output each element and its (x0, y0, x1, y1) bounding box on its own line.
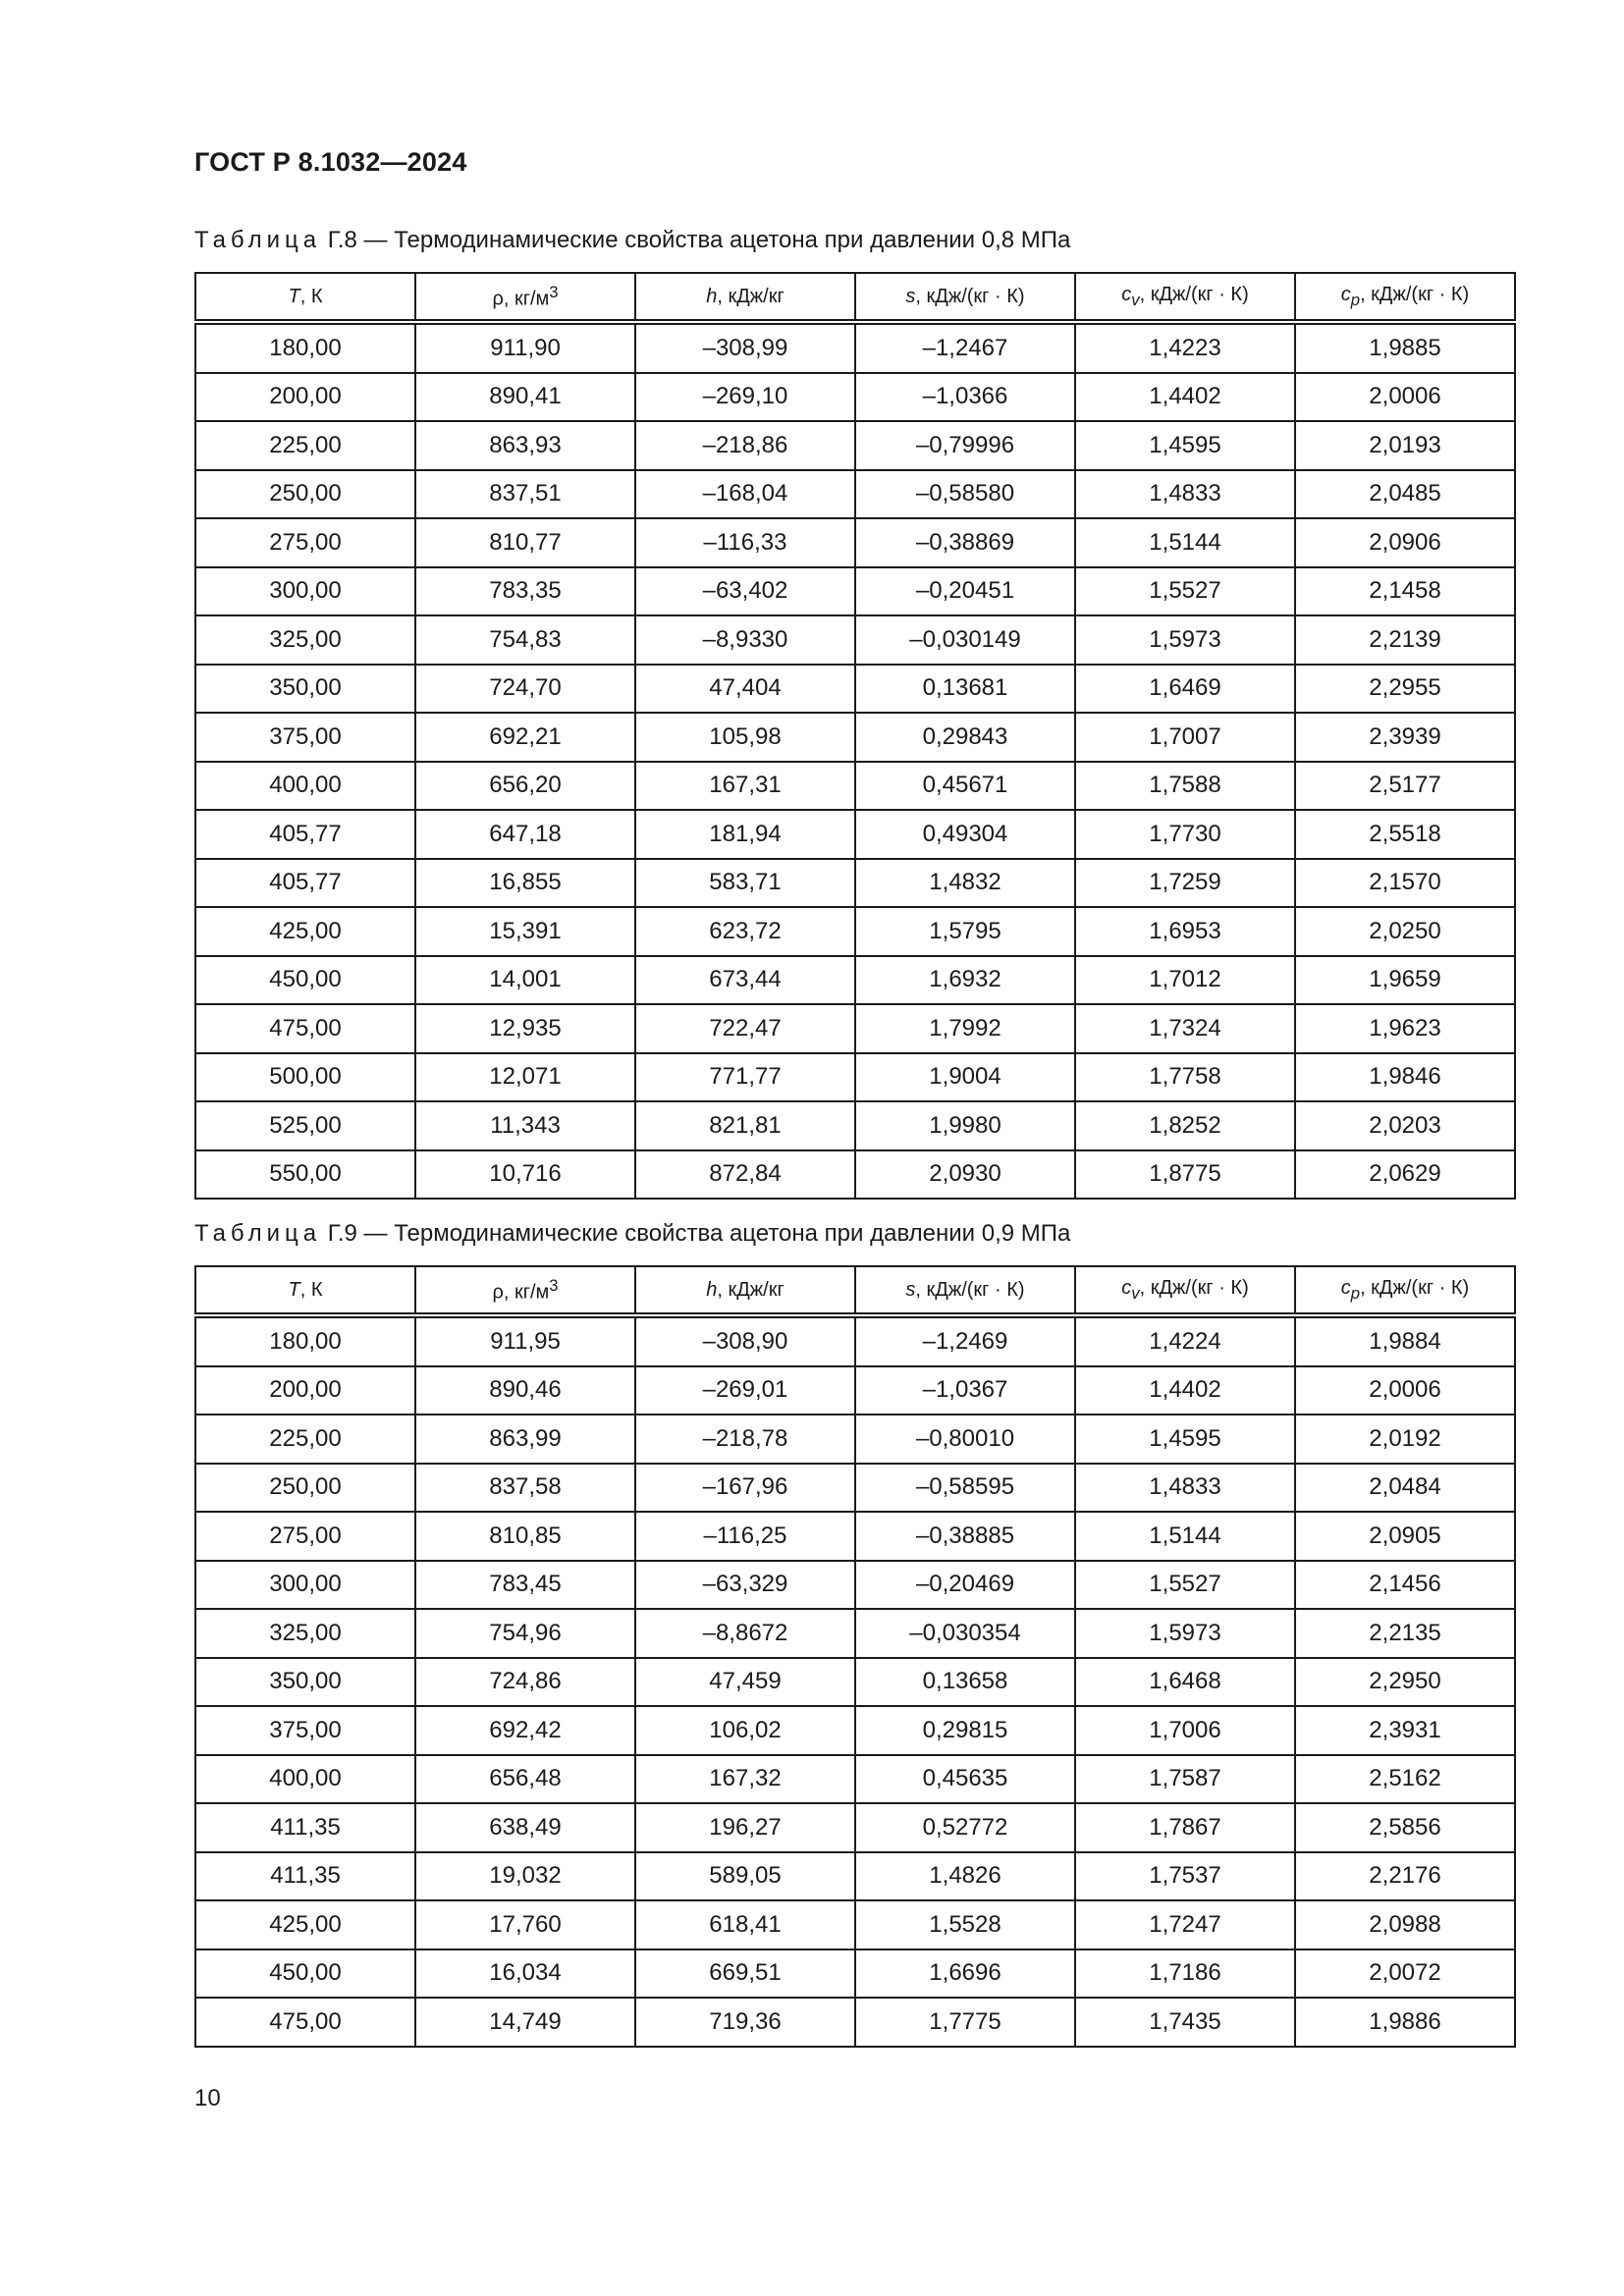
table-row (195, 470, 1515, 519)
table-cell: 2,1458 (1295, 567, 1515, 616)
table-caption-title: — Термодинамические свойства ацетона при давлении 0,8 МПа (356, 227, 1071, 253)
table-cell: 810,77 (415, 518, 635, 567)
table-cell: 1,9884 (1295, 1315, 1515, 1366)
table-cell: 1,8252 (1075, 1101, 1295, 1150)
table-cell: 2,2135 (1295, 1609, 1515, 1658)
table-cell: 1,7758 (1075, 1053, 1295, 1102)
table-cell: 2,0006 (1295, 1366, 1515, 1415)
table-cell: 2,1456 (1295, 1561, 1515, 1610)
column-superscript: 3 (549, 282, 559, 301)
table-cell: 2,0905 (1295, 1512, 1515, 1561)
table-cell: 810,85 (415, 1512, 635, 1561)
table-cell: 1,5795 (855, 907, 1075, 956)
table-cell: 623,72 (635, 907, 855, 956)
table-cell: 1,7587 (1075, 1755, 1295, 1804)
table-cell: 2,5162 (1295, 1755, 1515, 1804)
table-row (195, 1053, 1515, 1102)
table-cell: 1,7186 (1075, 1949, 1295, 1999)
table-row (195, 859, 1515, 908)
column-symbol: ρ (492, 288, 504, 310)
table-cell: 350,00 (195, 665, 415, 714)
table-caption-g9 (194, 1220, 1070, 1248)
column-header (1075, 1266, 1295, 1315)
table-cell: 783,35 (415, 567, 635, 616)
column-header (415, 1266, 635, 1315)
document-header: ГОСТ Р 8.1032—2024 (194, 147, 467, 177)
table-cell: –0,80010 (855, 1415, 1075, 1464)
column-header (855, 1266, 1075, 1315)
table-row (195, 518, 1515, 567)
table-cell: 0,45671 (855, 762, 1075, 811)
table-cell: 783,45 (415, 1561, 635, 1610)
table-row (195, 615, 1515, 665)
table-cell: 0,29843 (855, 713, 1075, 762)
table-cell: 863,99 (415, 1415, 635, 1464)
table-cell: 1,6469 (1075, 665, 1295, 714)
table-cell: 724,86 (415, 1658, 635, 1707)
table-cell: 2,3931 (1295, 1706, 1515, 1755)
table-cell: 2,0930 (855, 1150, 1075, 1200)
table-row (195, 713, 1515, 762)
column-symbol: s (905, 285, 916, 307)
table-body (195, 322, 1515, 1199)
table-cell: 47,459 (635, 1658, 855, 1707)
column-unit: , кДж/(кг · К) (1360, 1276, 1470, 1299)
column-unit: , кДж/(кг · К) (915, 285, 1025, 307)
table-cell: –8,8672 (635, 1609, 855, 1658)
table-g8 (194, 272, 1516, 1200)
table-caption-title: — Термодинамические свойства ацетона при давлении 0,9 МПа (356, 1220, 1071, 1247)
table-cell: 405,77 (195, 859, 415, 908)
table-cell: 872,84 (635, 1150, 855, 1200)
table-cell: 771,77 (635, 1053, 855, 1102)
table-row (195, 762, 1515, 811)
table-cell: –269,10 (635, 373, 855, 422)
table-cell: 225,00 (195, 1415, 415, 1464)
table-row (195, 956, 1515, 1005)
table-cell: 181,94 (635, 810, 855, 859)
table-header (195, 273, 1515, 322)
table-cell: 14,749 (415, 1998, 635, 2047)
table-cell: 2,0485 (1295, 470, 1515, 519)
table-cell: 2,2955 (1295, 665, 1515, 714)
table-cell: 105,98 (635, 713, 855, 762)
table-cell: 2,0006 (1295, 373, 1515, 422)
table-cell: –0,38885 (855, 1512, 1075, 1561)
column-symbol: s (905, 1278, 916, 1301)
table-cell: 1,9004 (855, 1053, 1075, 1102)
table-cell: –168,04 (635, 470, 855, 519)
table-caption-label: Таблица (194, 227, 322, 253)
table-cell: 106,02 (635, 1706, 855, 1755)
table-cell: 1,7435 (1075, 1998, 1295, 2047)
table-cell: 1,9886 (1295, 1998, 1515, 2047)
table-row (195, 1706, 1515, 1755)
column-symbol: T (288, 1278, 300, 1301)
table-cell: 1,6468 (1075, 1658, 1295, 1707)
column-unit: , кДж/(кг · К) (1139, 283, 1249, 305)
table-cell: 300,00 (195, 567, 415, 616)
table-cell: 200,00 (195, 373, 415, 422)
table-cell: 583,71 (635, 859, 855, 908)
column-header (635, 1266, 855, 1315)
table-cell: 2,0484 (1295, 1464, 1515, 1513)
table-cell: –1,0367 (855, 1366, 1075, 1415)
table-cell: 1,9846 (1295, 1053, 1515, 1102)
table-cell: 275,00 (195, 518, 415, 567)
table-cell: 589,05 (635, 1852, 855, 1901)
table-cell: 425,00 (195, 907, 415, 956)
column-unit: , кДж/(кг · К) (1360, 283, 1470, 305)
table-cell: 1,5528 (855, 1900, 1075, 1949)
table-cell: 17,760 (415, 1900, 635, 1949)
table-row (195, 1415, 1515, 1464)
table-cell: 1,7324 (1075, 1004, 1295, 1053)
column-unit: , кДж/кг (717, 1278, 785, 1301)
table-cell: 692,42 (415, 1706, 635, 1755)
table-row (195, 907, 1515, 956)
table-cell: 890,46 (415, 1366, 635, 1415)
table-cell: 618,41 (635, 1900, 855, 1949)
table-cell: 837,58 (415, 1464, 635, 1513)
table-cell: 821,81 (635, 1101, 855, 1150)
table-cell: 0,52772 (855, 1803, 1075, 1852)
table-row (195, 1101, 1515, 1150)
table-cell: 1,9659 (1295, 956, 1515, 1005)
table-cell: 1,4402 (1075, 373, 1295, 422)
column-unit: , кДж/(кг · К) (1139, 1276, 1249, 1299)
column-header (1295, 273, 1515, 322)
column-unit: , К (299, 285, 323, 307)
table-cell: 0,13658 (855, 1658, 1075, 1707)
table-row (195, 1803, 1515, 1852)
table-row (195, 1852, 1515, 1901)
table-cell: –63,329 (635, 1561, 855, 1610)
table-cell: 411,35 (195, 1803, 415, 1852)
table-cell: 1,7992 (855, 1004, 1075, 1053)
table-cell: 2,2950 (1295, 1658, 1515, 1707)
table-g9 (194, 1265, 1516, 2048)
table-header-row (195, 1266, 1515, 1315)
table-cell: 250,00 (195, 470, 415, 519)
table-cell: –167,96 (635, 1464, 855, 1513)
table-cell: 2,2139 (1295, 615, 1515, 665)
column-unit: , кДж/(кг · К) (915, 1278, 1025, 1301)
table-cell: –0,20451 (855, 567, 1075, 616)
table-cell: 656,48 (415, 1755, 635, 1804)
table-caption-number: Г.9 (327, 1220, 357, 1247)
table-cell: 180,00 (195, 1315, 415, 1366)
table-row (195, 421, 1515, 470)
table-cell: 325,00 (195, 615, 415, 665)
page-number: 10 (194, 2085, 221, 2111)
table-cell: 411,35 (195, 1852, 415, 1901)
table-row (195, 1900, 1515, 1949)
table-cell: 1,7867 (1075, 1803, 1295, 1852)
table-row (195, 1998, 1515, 2047)
table-row (195, 1150, 1515, 1200)
table-row (195, 1949, 1515, 1999)
table-cell: –1,2467 (855, 322, 1075, 373)
column-unit: , кг/м (503, 288, 550, 310)
column-header (195, 1266, 415, 1315)
column-subscript: v (1131, 1283, 1140, 1303)
table-cell: 375,00 (195, 1706, 415, 1755)
table-cell: 2,0203 (1295, 1101, 1515, 1150)
table-cell: 1,4595 (1075, 421, 1295, 470)
table-cell: 692,21 (415, 713, 635, 762)
table-cell: –0,58580 (855, 470, 1075, 519)
table-cell: 450,00 (195, 1949, 415, 1999)
table-row (195, 1609, 1515, 1658)
table-cell: 475,00 (195, 1998, 415, 2047)
table-row (195, 1755, 1515, 1804)
table-row (195, 665, 1515, 714)
table-cell: 405,77 (195, 810, 415, 859)
table-cell: 300,00 (195, 1561, 415, 1610)
table-cell: 180,00 (195, 322, 415, 373)
table-cell: 647,18 (415, 810, 635, 859)
column-header (855, 273, 1075, 322)
column-symbol: h (706, 1278, 718, 1301)
table-cell: 19,032 (415, 1852, 635, 1901)
table-cell: –218,86 (635, 421, 855, 470)
column-header (1295, 1266, 1515, 1315)
table-cell: 1,7537 (1075, 1852, 1295, 1901)
table-cell: 525,00 (195, 1101, 415, 1150)
table-cell: 350,00 (195, 1658, 415, 1707)
table-cell: 1,7006 (1075, 1706, 1295, 1755)
column-symbol: ρ (492, 1281, 504, 1304)
column-unit: , К (299, 1278, 323, 1301)
table-cell: 1,5973 (1075, 1609, 1295, 1658)
column-unit: , кДж/кг (717, 285, 785, 307)
table-cell: 15,391 (415, 907, 635, 956)
table-cell: 2,0906 (1295, 518, 1515, 567)
table-cell: 500,00 (195, 1053, 415, 1102)
table-cell: 1,9623 (1295, 1004, 1515, 1053)
table-cell: 722,47 (635, 1004, 855, 1053)
table-cell: 1,7247 (1075, 1900, 1295, 1949)
table-cell: –308,99 (635, 322, 855, 373)
table-row (195, 567, 1515, 616)
table-cell: 400,00 (195, 762, 415, 811)
table-cell: 837,51 (415, 470, 635, 519)
column-subscript: v (1131, 290, 1140, 309)
table-cell: –0,58595 (855, 1464, 1075, 1513)
table-cell: 1,4833 (1075, 470, 1295, 519)
table-cell: 14,001 (415, 956, 635, 1005)
column-header (415, 273, 635, 322)
table-cell: 656,20 (415, 762, 635, 811)
table-cell: 1,5144 (1075, 518, 1295, 567)
table-cell: 724,70 (415, 665, 635, 714)
table-cell: –63,402 (635, 567, 855, 616)
column-symbol: T (288, 285, 300, 307)
table-cell: 375,00 (195, 713, 415, 762)
table-cell: 2,0629 (1295, 1150, 1515, 1200)
table-cell: –308,90 (635, 1315, 855, 1366)
table-cell: 2,0192 (1295, 1415, 1515, 1464)
column-superscript: 3 (549, 1275, 559, 1295)
table-cell: 250,00 (195, 1464, 415, 1513)
table-cell: 550,00 (195, 1150, 415, 1200)
table-cell: 1,7259 (1075, 859, 1295, 908)
table-cell: 1,9980 (855, 1101, 1075, 1150)
table-cell: 2,0072 (1295, 1949, 1515, 1999)
table-row (195, 1464, 1515, 1513)
column-symbol: c (1340, 1276, 1351, 1299)
table-cell: 1,4224 (1075, 1315, 1295, 1366)
table-cell: 225,00 (195, 421, 415, 470)
table-cell: 10,716 (415, 1150, 635, 1200)
table-cell: 167,31 (635, 762, 855, 811)
table-cell: 200,00 (195, 1366, 415, 1415)
column-symbol: c (1340, 283, 1351, 305)
table-cell: 1,5527 (1075, 567, 1295, 616)
column-header (195, 273, 415, 322)
table-cell: 2,0193 (1295, 421, 1515, 470)
table-cell: 1,4223 (1075, 322, 1295, 373)
table-cell: 2,1570 (1295, 859, 1515, 908)
table-cell: –0,38869 (855, 518, 1075, 567)
table-caption-g8 (194, 227, 1070, 254)
table-header (195, 1266, 1515, 1315)
table-caption-number: Г.8 (327, 227, 357, 253)
table-cell: –1,0366 (855, 373, 1075, 422)
table-cell: 325,00 (195, 1609, 415, 1658)
table-cell: 1,5527 (1075, 1561, 1295, 1610)
table-row (195, 1366, 1515, 1415)
table-cell: 1,7588 (1075, 762, 1295, 811)
table-cell: 0,49304 (855, 810, 1075, 859)
table-cell: 754,83 (415, 615, 635, 665)
table-cell: 1,6953 (1075, 907, 1295, 956)
table-cell: 0,45635 (855, 1755, 1075, 1804)
column-symbol: h (706, 285, 718, 307)
table-cell: 1,6932 (855, 956, 1075, 1005)
table-cell: 2,0988 (1295, 1900, 1515, 1949)
table-cell: 1,6696 (855, 1949, 1075, 1999)
table-body (195, 1315, 1515, 2047)
table-cell: –0,20469 (855, 1561, 1075, 1610)
table-cell: –1,2469 (855, 1315, 1075, 1366)
table-cell: 1,7775 (855, 1998, 1075, 2047)
table-cell: 1,4826 (855, 1852, 1075, 1901)
table-cell: 2,0250 (1295, 907, 1515, 956)
table-cell: 2,5177 (1295, 762, 1515, 811)
column-subscript: p (1350, 290, 1361, 309)
table-cell: 12,935 (415, 1004, 635, 1053)
table-cell: 638,49 (415, 1803, 635, 1852)
column-symbol: c (1121, 283, 1132, 305)
column-header (1075, 273, 1295, 322)
table-cell: 2,3939 (1295, 713, 1515, 762)
table-row (195, 1315, 1515, 1366)
table-cell: 1,8775 (1075, 1150, 1295, 1200)
table-cell: 196,27 (635, 1803, 855, 1852)
table-cell: 1,5144 (1075, 1512, 1295, 1561)
table-row (195, 1658, 1515, 1707)
table-cell: 425,00 (195, 1900, 415, 1949)
table-cell: 2,2176 (1295, 1852, 1515, 1901)
table-cell: 16,034 (415, 1949, 635, 1999)
table-row (195, 1561, 1515, 1610)
table-cell: 400,00 (195, 1755, 415, 1804)
table-cell: –0,030354 (855, 1609, 1075, 1658)
table-cell: 673,44 (635, 956, 855, 1005)
table-cell: 911,95 (415, 1315, 635, 1366)
table-cell: 1,4402 (1075, 1366, 1295, 1415)
table-cell: 890,41 (415, 373, 635, 422)
table-cell: –218,78 (635, 1415, 855, 1464)
table-row (195, 322, 1515, 373)
column-symbol: c (1121, 1276, 1132, 1299)
table-cell: 2,5518 (1295, 810, 1515, 859)
table-cell: 0,29815 (855, 1706, 1075, 1755)
column-subscript: p (1350, 1283, 1361, 1303)
table-cell: 16,855 (415, 859, 635, 908)
table-cell: –269,01 (635, 1366, 855, 1415)
table-cell: 0,13681 (855, 665, 1075, 714)
table-cell: 167,32 (635, 1755, 855, 1804)
column-header (635, 273, 855, 322)
table-cell: 1,4595 (1075, 1415, 1295, 1464)
table-cell: 1,5973 (1075, 615, 1295, 665)
table-cell: 719,36 (635, 1998, 855, 2047)
table-row (195, 810, 1515, 859)
table-cell: –8,9330 (635, 615, 855, 665)
table-cell: 1,7007 (1075, 713, 1295, 762)
table-cell: 475,00 (195, 1004, 415, 1053)
table-header-row (195, 273, 1515, 322)
table-row (195, 373, 1515, 422)
table-cell: 1,7012 (1075, 956, 1295, 1005)
table-row (195, 1004, 1515, 1053)
table-cell: 1,9885 (1295, 322, 1515, 373)
table-cell: 47,404 (635, 665, 855, 714)
table-cell: 1,4833 (1075, 1464, 1295, 1513)
table-caption-label: Таблица (194, 1220, 322, 1247)
table-cell: 450,00 (195, 956, 415, 1005)
table-cell: 911,90 (415, 322, 635, 373)
table-cell: –116,33 (635, 518, 855, 567)
table-cell: 754,96 (415, 1609, 635, 1658)
table-cell: 11,343 (415, 1101, 635, 1150)
table-cell: 1,7730 (1075, 810, 1295, 859)
table-cell: 1,4832 (855, 859, 1075, 908)
table-cell: –0,030149 (855, 615, 1075, 665)
table-cell: 669,51 (635, 1949, 855, 1999)
table-cell: 2,5856 (1295, 1803, 1515, 1852)
table-cell: –0,79996 (855, 421, 1075, 470)
table-cell: 275,00 (195, 1512, 415, 1561)
table-row (195, 1512, 1515, 1561)
table-cell: 863,93 (415, 421, 635, 470)
column-unit: , кг/м (503, 1281, 550, 1304)
table-cell: –116,25 (635, 1512, 855, 1561)
table-cell: 12,071 (415, 1053, 635, 1102)
